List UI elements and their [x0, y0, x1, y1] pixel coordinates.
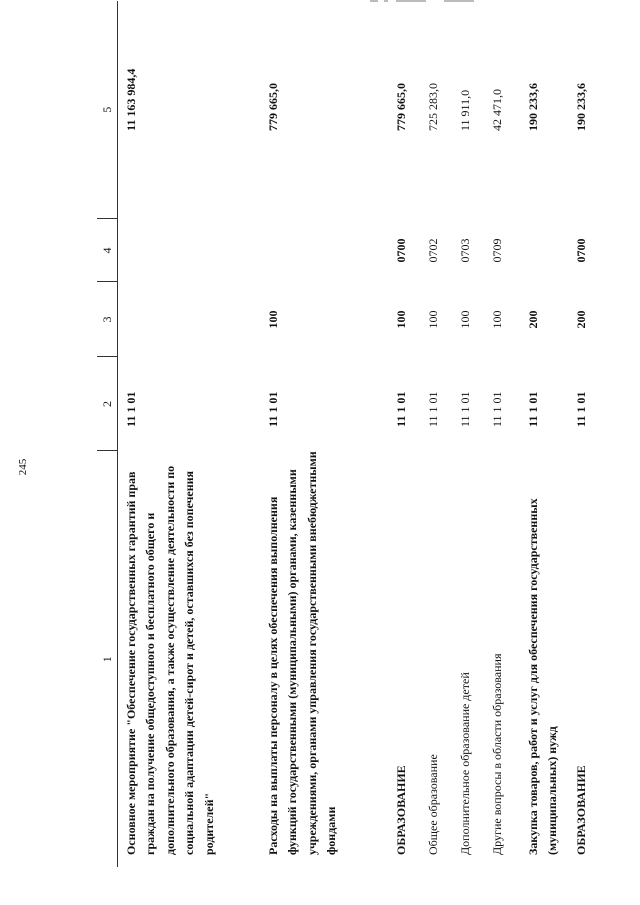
row-section-code: 0703: [458, 238, 472, 263]
table-row: [572, 1, 591, 867]
row-name: Основное мероприятие "Обеспечение государственных гарантий прав граждан на получение общедоступного и бесплатного общего и дополнительного образования, а также осуществление деятельности по социальной адаптации детей-сирот и детей, оставшихся без попечения родителей": [124, 465, 216, 855]
page-number: 245: [17, 458, 29, 476]
row-expense-type: 100: [266, 310, 280, 329]
table-row: [424, 1, 456, 867]
row-expense-type: 200: [574, 310, 588, 329]
column-header-3: 3: [97, 282, 118, 357]
row-target-code: 11 1 01: [458, 391, 472, 427]
row-expense-type: 100: [458, 310, 472, 329]
table-row: [264, 1, 392, 867]
row-expense-type: 100: [490, 310, 504, 329]
row-section-code: 0700: [574, 238, 588, 263]
row-section-code: 0700: [394, 238, 408, 263]
row-name: Другие вопросы в области образования: [490, 653, 504, 855]
row-expense-type: 200: [526, 310, 540, 329]
table-row: [456, 1, 488, 867]
row-expense-type: 100: [394, 310, 408, 329]
budget-table: [97, 1, 591, 867]
row-target-code: 11 1 01: [574, 391, 588, 427]
row-section-code: 0702: [426, 238, 440, 263]
row-amount: 11 163 984,4: [124, 68, 138, 131]
row-expense-type: [118, 282, 265, 357]
row-amount: 11 911,0: [458, 89, 472, 131]
row-section-code: [524, 219, 572, 282]
table-header-row: [97, 1, 118, 867]
row-expense-type: 100: [426, 310, 440, 329]
row-section-code: 0709: [490, 238, 504, 263]
column-header-2: 2: [97, 357, 118, 451]
table-row: [392, 1, 424, 867]
row-name: Общее образование: [426, 754, 440, 855]
row-name: Закупка товаров, работ и услуг для обеспечения государственных (муниципальных) нужд: [526, 498, 560, 855]
table-row: [118, 1, 265, 867]
row-target-code: 11 1 01: [394, 391, 408, 427]
row-target-code: 11 1 01: [490, 391, 504, 427]
row-section-code: [118, 219, 265, 282]
table-row: [488, 1, 524, 867]
row-target-code: 11 1 01: [124, 391, 138, 427]
row-amount: 725 283,0: [426, 83, 440, 131]
budget-table-rotated: [97, 1, 588, 867]
column-header-4: 4: [97, 219, 118, 282]
row-amount: 190 233,6: [526, 83, 540, 131]
row-amount: 42 471,0: [490, 89, 504, 131]
row-name: Расходы на выплаты персоналу в целях обеспечения выполнения функций государственными (муниципальными) органами, казенными учреждениями, органами управления государственными внебюджетными фондами: [266, 451, 339, 855]
column-header-5: 5: [97, 1, 118, 219]
row-target-code: 11 1 01: [266, 391, 280, 427]
row-name: ОБРАЗОВАНИЕ: [574, 765, 588, 855]
column-header-1: 1: [97, 451, 118, 867]
row-name: ОБРАЗОВАНИЕ: [394, 765, 408, 855]
row-target-code: 11 1 01: [426, 391, 440, 427]
table-row: [524, 1, 572, 867]
row-name: Дополнительное образование детей: [458, 672, 472, 855]
row-amount: 190 233,6: [574, 83, 588, 131]
row-amount: 779 665,0: [394, 83, 408, 131]
row-amount: 779 665,0: [266, 83, 280, 131]
row-target-code: 11 1 01: [526, 391, 540, 427]
row-section-code: [264, 219, 392, 282]
